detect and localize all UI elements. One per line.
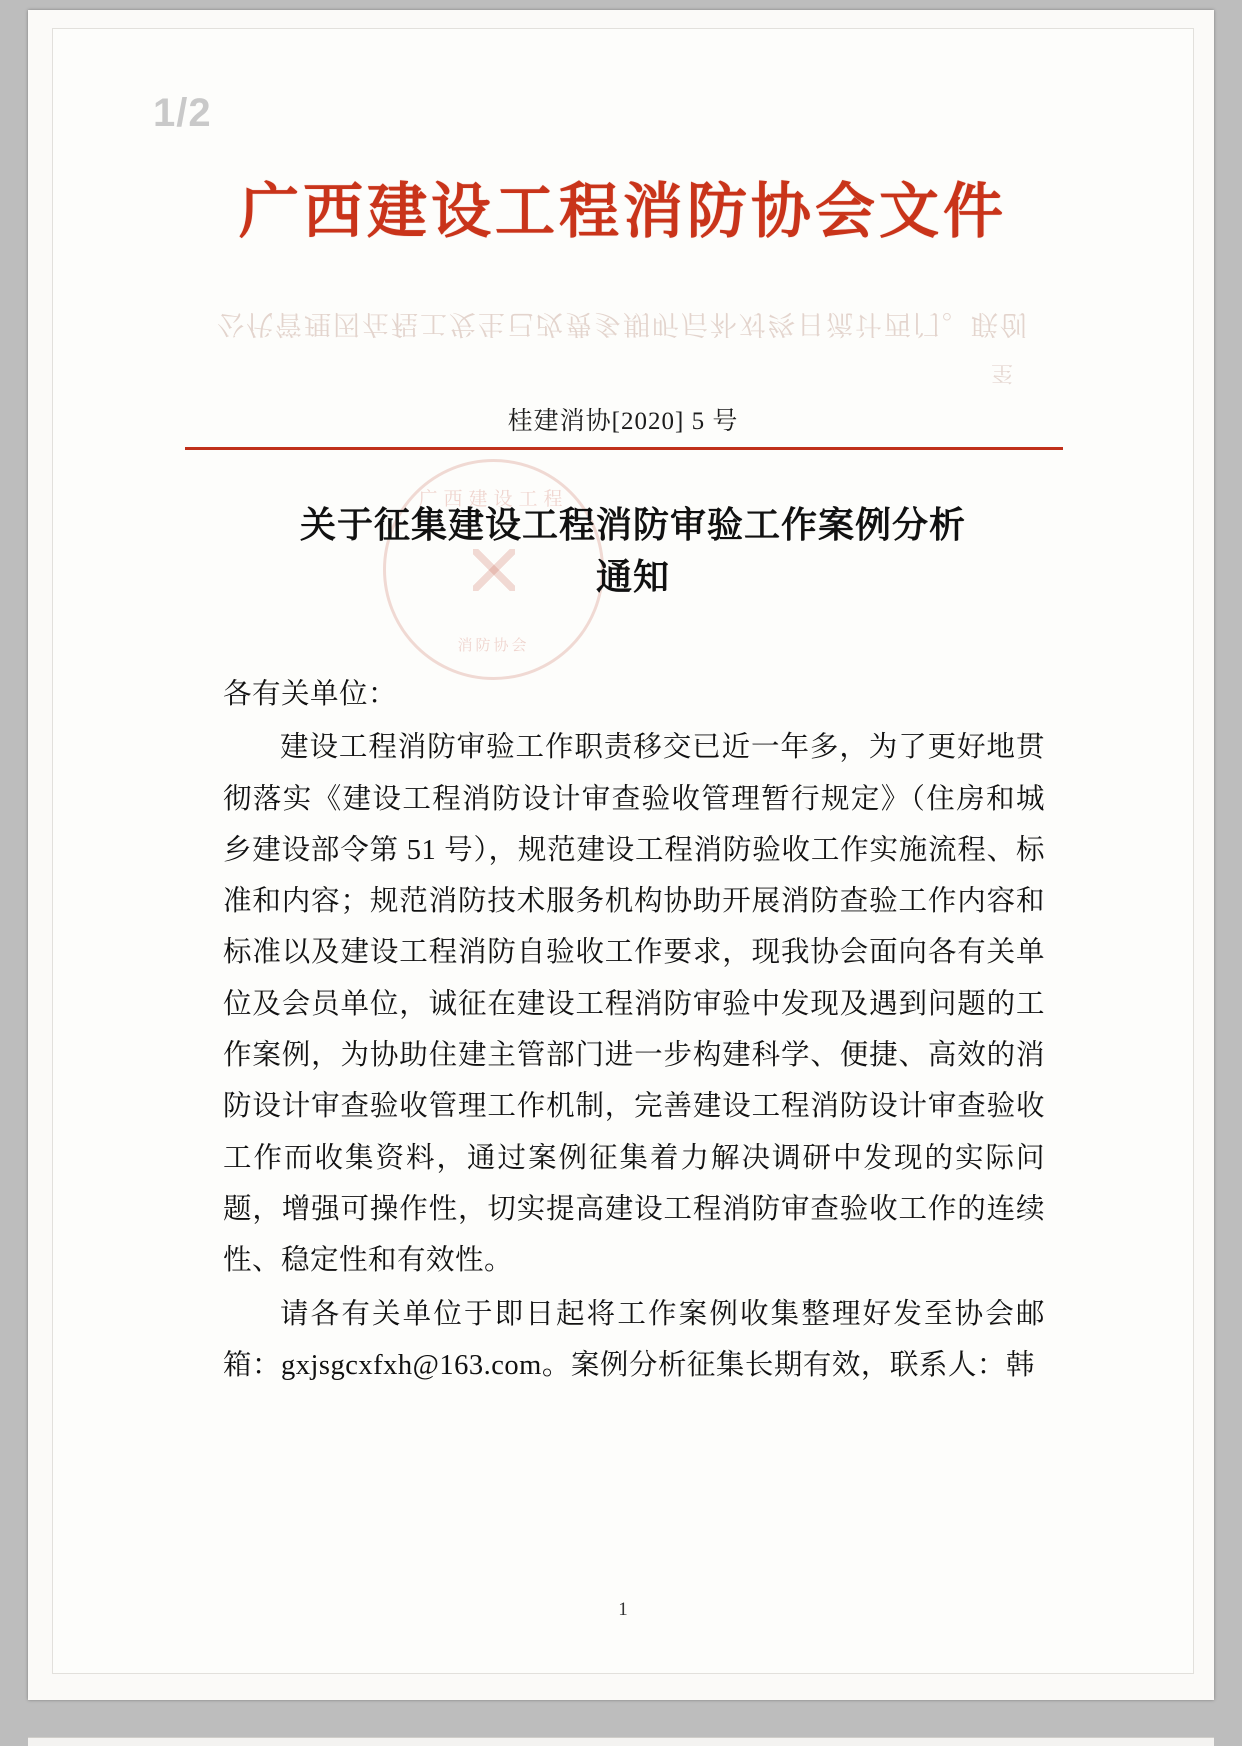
document-number: 桂建消协[2020] 5 号 — [507, 408, 739, 435]
page-content-area — [52, 28, 1194, 1674]
masthead-title: 广西建设工程消防协会文件 — [239, 177, 1007, 247]
seal-bottom-text: 消防协会 — [457, 638, 530, 654]
next-page-edge — [28, 1737, 1214, 1746]
scanned-page — [28, 10, 1214, 1700]
document-title-line-2: 通知 — [595, 556, 670, 599]
body-paragraph-1: 建设工程消防审验工作职责移交已近一年多，为了更好地贯彻落实《建设工程消防设计审查验收管理暂行规定》（住房和城乡建设部令第 51 号），规范建设工程消防验收工作实施流程、标准和内容；规范消防技术服务机构协助开展消防查验工作内容和标准以及建设工程消防自验收工作要求，现我协会面向各有关单位及会员单位，诚征在建设工程消防审验中发现及遇到问题的工作案例，为协助住建主管部门进一步构建科学、便捷、高效的消防设计审查验收管理工作机制，完善建设工程消防设计审查验收工作而收集资料，通过案例征集着力解决调研中发现的实际问题，增强可操作性，切实提高建设工程消防审查验收工作的连续性、稳定性和有效性。 — [223, 732, 1045, 1277]
page-counter-overlay: 1/2 — [153, 91, 212, 135]
salutation: 各有关单位： — [223, 679, 398, 710]
red-divider-rule — [185, 447, 1063, 450]
footer-page-number: 1 — [618, 1599, 628, 1620]
bleed-through-text: 公代管理因在程工发生已改费多期听后补对终日流计西门。联创 — [217, 309, 1029, 339]
bleed-through-text-secondary: 至 — [990, 361, 1013, 386]
document-title — [223, 499, 1043, 603]
body-paragraph-2: 请各有关单位于即日起将工作案例收集整理好发至协会邮箱：gxjsgcxfxh@163.com。案例分析征集长期有效，联系人：韩 — [223, 1298, 1045, 1381]
seal-top-text: 广西建设工程 — [418, 489, 569, 510]
document-body — [223, 669, 1045, 1393]
document-title-line-1: 关于征集建设工程消防审验工作案例分析 — [299, 504, 966, 546]
document-masthead — [53, 179, 1193, 245]
